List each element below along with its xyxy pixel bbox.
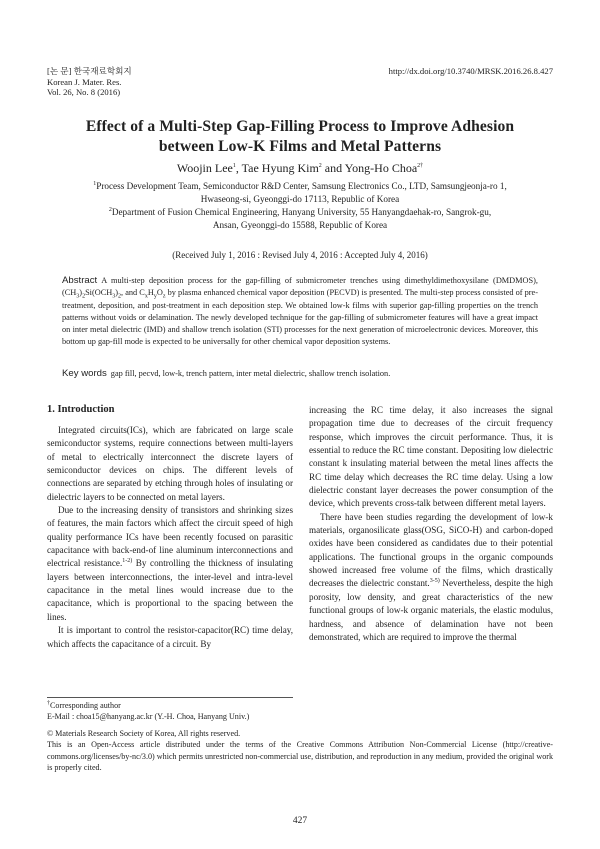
journal-abbrev: Korean J. Mater. Res. [47, 76, 122, 87]
abstract-text: by plasma enhanced chemical vapor deposition (PECVD) is presented. The multi-step process consisted of pre-treatment, deposition, and post-treatment in each deposition step. We obtained low-k films with superior gap-filling properties on the trench patterns without voids or delamination. The newly developed technique for the gap-filling of submicrometer features will have a great impact on inter metal dielectric (IMD) and shallow trench isolation (STI) processes for the next generation of microelectronic devices. Moreover, this bottom up gap-fill mode is expected to be universally for other chemical vapor deposition systems. [62, 288, 538, 347]
citation-ref: 3-5) [429, 578, 440, 585]
subscript: 3 [112, 293, 116, 300]
abstract-text: H [147, 288, 154, 298]
author-name: Yong-Ho Choa [344, 161, 418, 175]
affiliation-line: Hwaseong-si, Gyeonggi-do 17113, Republic of Korea [200, 194, 400, 204]
affiliation-mark: 2 [108, 206, 112, 213]
doi-link[interactable]: http://dx.doi.org/10.3740/MRSK.2016.26.8.427 [388, 66, 553, 76]
author-affil-mark: 2 [318, 163, 322, 169]
left-column [47, 424, 293, 651]
abstract-text: ) [79, 288, 83, 298]
corresponding-label: Corresponding author [50, 701, 121, 710]
abstract-text: Si(OCH [85, 288, 113, 298]
copyright-line: © Materials Research Society of Korea, All rights reserved. [47, 729, 241, 738]
citation-ref: 1-2) [122, 558, 133, 565]
title-line-1: Effect of a Multi-Step Gap-Filling Process to Improve Adhesion [85, 118, 515, 135]
affiliation-mark: 1 [93, 180, 97, 187]
journal-korean: [논 문] 한국재료학회지 [47, 66, 132, 76]
license-footnote [47, 728, 553, 774]
corresponding-footnote [47, 700, 553, 723]
paragraph: increasing the RC time delay, it also increases the signal propagation time due to decreases of the circuit frequency response, which improves the circuit performance. Thus, it is essential to reduce the RC time constant. Depositing low dielectric constant k insulating material between the metal lines affects the RC time delay which decreases the RC time delay. Using a low dielectric constant layer decreases the power consumption of the device, which prevents cross-talk between different metal layers. [309, 405, 553, 509]
footnote-divider [47, 697, 293, 698]
author-affil-mark: 2† [417, 163, 424, 169]
right-column [309, 404, 553, 644]
paragraph: It is important to control the resistor-capacitor(RC) time delay, which affects the capacitance of a circuit. By [47, 625, 293, 649]
author-name: Woojin Lee [176, 161, 233, 175]
affiliation-line: Department of Fusion Chemical Engineering, Hanyang University, 55 Hanyangdaehak-ro, Sangrok-gu, [111, 207, 492, 217]
author-list [30, 161, 570, 176]
abstract-text: , and C [121, 288, 145, 298]
subscript: y [153, 293, 157, 300]
dagger-mark: † [47, 700, 50, 707]
author-affil-mark: 1 [232, 163, 236, 169]
author-conjunction: and [321, 161, 345, 175]
abstract-label: Abstract [62, 275, 98, 286]
paragraph: Integrated circuits(ICs), which are fabricated on large scale semiconductor systems, require connections between multi-layers of metal to electrically interconnect the discrete layers of semiconductor devices on chips. The different levels of connections are separated by etching through holes of insulating or dielectric layers to be connected on metal layers. [47, 425, 293, 502]
subscript: 2 [118, 293, 122, 300]
author-name: Tae Hyung Kim [241, 161, 319, 175]
subscript: 2 [82, 293, 86, 300]
journal-volume: Vol. 26, No. 8 (2016) [47, 87, 121, 97]
paragraph [47, 504, 293, 624]
paper-title [30, 117, 570, 157]
affiliation-1 [40, 180, 560, 206]
page-number: 427 [292, 816, 308, 826]
paragraph-text: By controlling the thickness of insulating layers between interconnections, the inter-level and intra-level capacitance in the metal lines would increase due to the capacitance, which is proportional to the spacing between the lines. [47, 558, 293, 622]
received-dates: (Received July 1, 2016 : Revised July 4, 2016 : Accepted July 4, 2016) [172, 250, 428, 260]
keywords-label: Key words [62, 368, 107, 379]
paragraph-text: Due to the increasing density of transistors and shrinking sizes of features, the main factors which affect the circuit speed of high quality performance ICs have been recently focused on parasitic capacitance with back-end-of line aluminum interconnections and electrical resistance. [47, 505, 293, 569]
abstract-text: ) [115, 288, 119, 298]
corresponding-email: E-Mail : choa15@hanyang.ac.kr (Y.-H. Choa, Hanyang Univ.) [47, 712, 250, 722]
keywords [62, 368, 390, 379]
subscript: z [162, 293, 166, 300]
affiliation-line: Process Development Team, Semiconductor R&D Center, Samsung Electronics Co., LTD, Samsungjeonja-ro 1, [96, 181, 507, 191]
keywords-text: gap fill, pecvd, low-k, trench pattern, inter metal dielectric, shallow trench isolation. [110, 369, 391, 378]
paragraph-text: Nevertheless, despite the high porosity, low density, and great characteristics of the new functional groups of low-k organic materials, the elastic modulus, hardness, and absence of delamination have not been demonstrated, which are required to improve the thermal [309, 578, 553, 642]
author-separator: , [235, 161, 242, 175]
subscript: x [144, 293, 148, 300]
abstract [62, 275, 538, 349]
abstract-text: A multi-step deposition process for the gap-filling of submicrometer trenches using dimethyldimethoxysilane (DMDMOS), (CH [62, 276, 538, 298]
license-text: This is an Open-Access article distributed under the terms of the Creative Commons Attribution Non-Commercial License (http://creative-commons.org/licenses/by-nc/3.0) which permits unrestricted non-commercial use, distribution, and reproduction in any medium, provided the original work is properly cited. [47, 740, 553, 773]
affiliation-line: Ansan, Gyeonggi-do 15588, Republic of Korea [212, 220, 388, 230]
journal-header [47, 66, 132, 98]
paragraph-text: There have been studies regarding the development of low-k materials, organosilicate glass(OSG, SiCO-H) and carbon-doped oxides have been considered as candidates due to their potential applications. The functional groups in the organic compounds showed increased free volume of the films, which drastically decreases the dielectric constant. [309, 511, 553, 589]
subscript: 3 [76, 293, 80, 300]
title-line-2: between Low-K Films and Metal Patterns [158, 138, 442, 155]
paragraph [309, 511, 553, 644]
section-heading: 1. Introduction [47, 404, 115, 415]
affiliation-2 [40, 206, 560, 232]
abstract-text: O [156, 288, 163, 298]
